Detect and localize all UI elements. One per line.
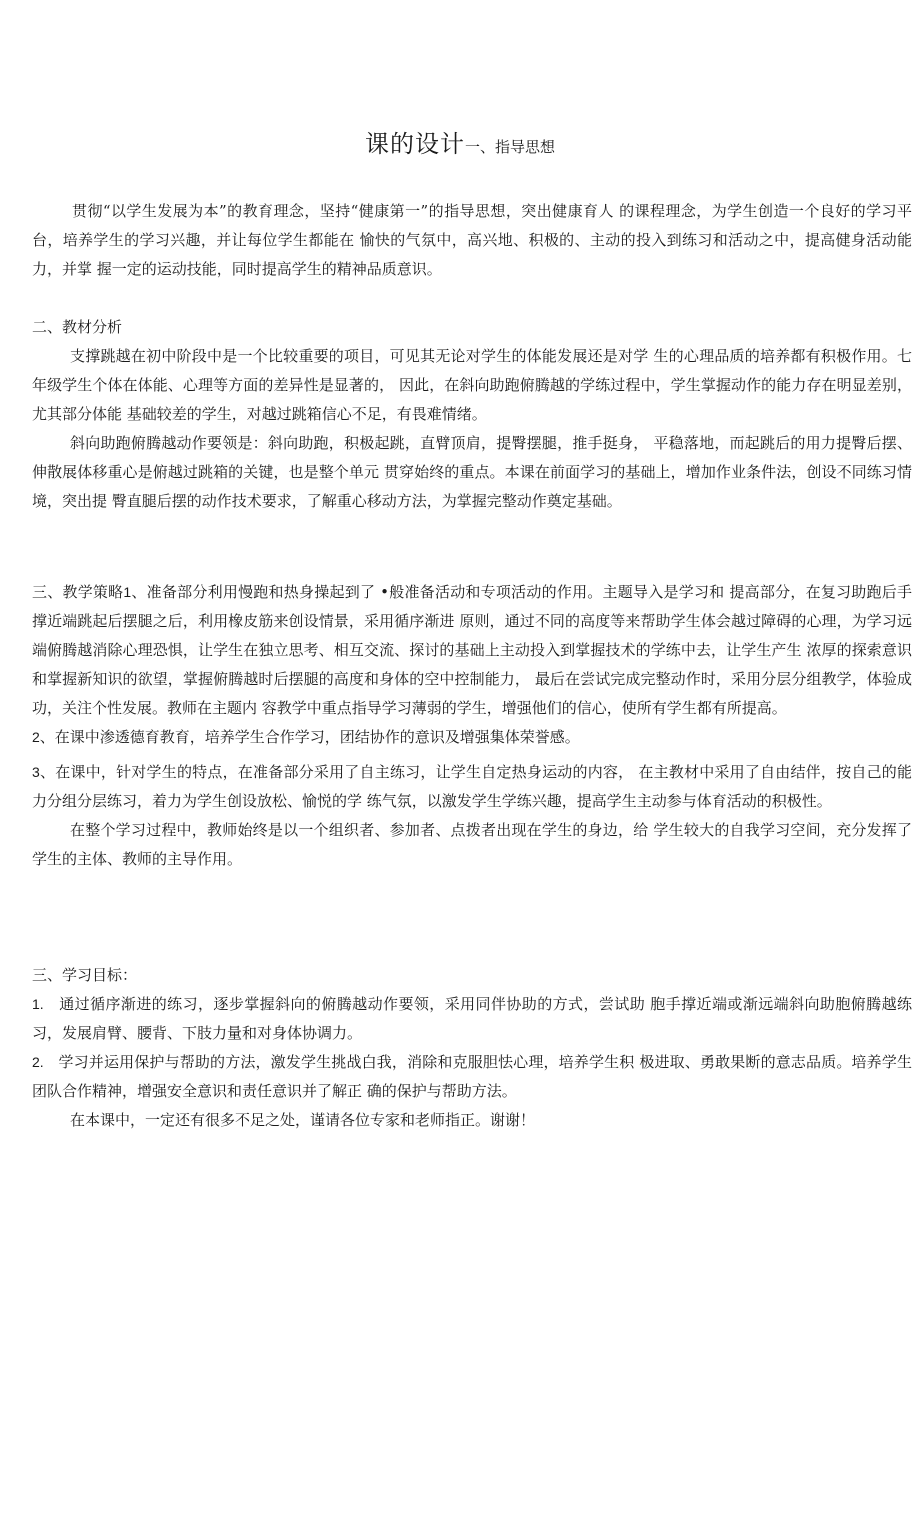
closing-remark: 在本课中，一定还有很多不足之处，谨请各位专家和老师指正。谢谢！: [70, 1111, 536, 1129]
strategy-item-2-number: 2: [32, 729, 40, 745]
material-analysis-section: [32, 313, 912, 516]
strategy-item-3-text: 、在课中，针对学生的特点，在准备部分采用了自主练习，让学生自定热身运动的内容， 在主教材中采用了自由结伴，按自己的能力分组分层练习，着力为学生创设放松、愉悦的学 练气氛，以激发学生学练兴趣，提高学生主动参与体育活动的积极性。: [32, 763, 912, 810]
learning-goal-1-number: 1.: [32, 996, 44, 1012]
learning-goal-2-number: 2.: [32, 1054, 44, 1070]
material-analysis-paragraph-1: 支撑跳越在初中阶段中是一个比较重要的项目，可见其无论对学生的体能发展还是对学 生的心理品质的培养都有积极作用。七年级学生个体在体能、心理等方面的差异性是显著的， 因此，在斜向助跑俯腾越的学练过程中，学生掌握动作的能力存在明显差别，尤其部分体能 基础较差的学生，对越过跳箱信心不足，有畏难情绪。: [32, 347, 912, 423]
document-title: [0, 124, 920, 159]
teaching-strategy-heading: 三、教学策略: [32, 583, 124, 601]
strategy-item-3: [32, 758, 912, 816]
learning-goal-2-text: 学习并运用保护与帮助的方法，激发学生挑战白我，消除和克服胆怯心理，培养学生积 极进取、勇敢果断的意志品质。培养学生团队合作精神，增强安全意识和责任意识并了解正 确的保护与帮助方法。: [32, 1053, 912, 1100]
teaching-strategy-section: [32, 578, 912, 874]
learning-goals-section: [32, 961, 912, 1135]
material-analysis-paragraph-2: 斜向助跑俯腾越动作要领是：斜向助跑，积极起跳，直臂顶肩，提臀摆腿，推手挺身， 平稳落地，而起跳后的用力提臀后摆、伸散展体移重心是俯越过跳箱的关键，也是整个单元 贯穿始终的重点。本课在前面学习的基础上，增加作业条件法，创设不同练习情境，突出提 臀直腿后摆的动作技术要求，了解重心移动方法，为掌握完整动作奠定基础。: [32, 434, 912, 510]
strategy-item-2-text: 、在课中渗透德育教育，培养学生合作学习，团结协作的意识及增强集体荣誉感。: [39, 728, 580, 746]
guiding-thought-paragraph: 贯彻“以学生发展为本”的教育理念，坚持“健康第一”的指导思想，突出健康育人 的课程理念，为学生创造一个良好的学习平台，培养学生的学习兴趣，并让每位学生都能在 愉快的气氛中，高兴地、积极的、主动的投入到练习和活动之中，提高健身活动能力，并掌 握一定的运动技能，同时提高学生的精神品质意识。: [32, 202, 912, 278]
learning-goal-2: [32, 1048, 912, 1106]
title-sub-guiding-thought: 一、指导思想: [464, 138, 555, 156]
learning-goals-heading: 三、学习目标：: [32, 966, 138, 984]
strategy-item-1: [32, 578, 912, 723]
guiding-thought-section: [32, 197, 912, 284]
strategy-item-3-number: 3: [32, 764, 40, 780]
strategy-closing-paragraph: 在整个学习过程中，教师始终是以一个组织者、参加者、点拨者出现在学生的身边，给 学生较大的自我学习空间，充分发挥了学生的主体、教师的主导作用。: [32, 821, 912, 868]
material-analysis-heading: 二、教材分析: [32, 318, 123, 336]
learning-goal-1: [32, 990, 912, 1048]
strategy-item-2: [32, 723, 912, 752]
learning-goal-1-text: 通过循序渐进的练习，逐步掌握斜向的俯腾越动作要领，采用同伴协助的方式，尝试助 胞手撑近端或渐远端斜向助胞俯腾越练习，发展肩臂、腰背、下肢力量和对身体协调力。: [32, 995, 912, 1042]
title-main: 课的设计: [364, 130, 465, 158]
strategy-item-1-number: 1: [123, 584, 132, 600]
strategy-item-1-text: 、准备部分利用慢跑和热身操起到了 •般准备活动和专项活动的作用。主题导入是学习和 提高部分，在复习助跑后手撑近端跳起后摆腿之后，利用橡皮筋来创设情景，采用循序渐进 原则，通过不同的高度等来帮助学生体会越过障碍的心理，为学习远端俯腾越消除心理恐惧，让学生在独立思考、相互交流、探讨的基础上主动投入到掌握技术的学练中去，让学生产生 浓厚的探索意识和掌握新知识的欲望，掌握俯腾越时后摆腿的高度和身体的空中控制能力， 最后在尝试完成完整动作时，采用分层分组教学，体验成功，关注个性发展。教师在主题内 容教学中重点指导学习薄弱的学生，增强他们的信心，使所有学生都有所提高。: [32, 583, 912, 717]
